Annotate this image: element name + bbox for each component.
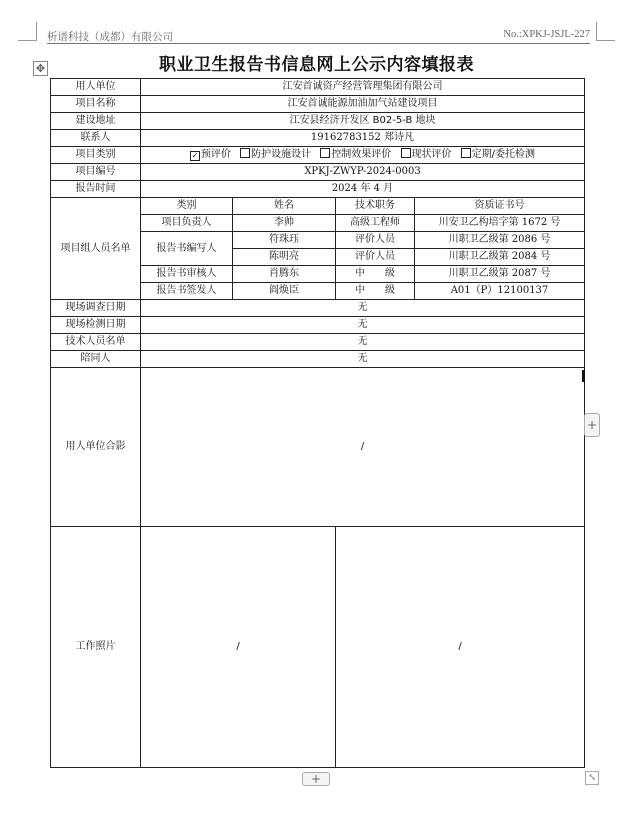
writer-cert[interactable]: 川职卫乙级第 2084 号 bbox=[415, 249, 585, 266]
header-company: 析谱科技（成都）有限公司 bbox=[47, 31, 173, 43]
site-label: 建设地址 bbox=[51, 113, 141, 130]
table-row bbox=[51, 317, 585, 334]
category-option-label: 定期/委托检测 bbox=[471, 149, 536, 160]
reviewer-cert[interactable]: 川职卫乙级第 2087 号 bbox=[415, 266, 585, 283]
report-time-label: 报告时间 bbox=[51, 181, 141, 198]
group-photo-label: 用人单位合影 bbox=[51, 368, 141, 527]
team-header-category: 类别 bbox=[141, 198, 233, 215]
table-resize-handle-icon[interactable]: ⤡ bbox=[585, 771, 599, 785]
table-row bbox=[51, 368, 585, 527]
team-header-cert: 资质证书号 bbox=[415, 198, 585, 215]
writer-title[interactable]: 评价人员 bbox=[336, 249, 415, 266]
table-row bbox=[51, 198, 585, 215]
table-row bbox=[51, 130, 585, 147]
text-cursor bbox=[582, 370, 585, 382]
category-label: 项目类别 bbox=[51, 147, 141, 164]
table-row bbox=[51, 96, 585, 113]
category-option-control-effect[interactable] bbox=[320, 149, 391, 160]
team-label: 项目组人员名单 bbox=[51, 198, 141, 300]
checkbox-icon[interactable] bbox=[240, 148, 250, 158]
technicians-value[interactable]: 无 bbox=[141, 334, 585, 351]
work-photo-left-cell[interactable]: / bbox=[141, 527, 336, 768]
detect-date-value[interactable]: 无 bbox=[141, 317, 585, 334]
report-time-value[interactable]: 2024 年 4 月 bbox=[141, 181, 585, 198]
category-option-label: 控制效果评价 bbox=[331, 149, 392, 160]
margin-corner-top-left bbox=[18, 22, 37, 41]
table-row bbox=[51, 147, 585, 164]
reviewer-name[interactable]: 肖腾东 bbox=[233, 266, 336, 283]
checkbox-icon[interactable] bbox=[320, 148, 330, 158]
leader-title[interactable]: 高级工程师 bbox=[336, 215, 415, 232]
writer-name[interactable]: 陈明亮 bbox=[233, 249, 336, 266]
project-name-value[interactable]: 江安首诚能源加油加气站建设项目 bbox=[141, 96, 585, 113]
table-row bbox=[51, 113, 585, 130]
table-row bbox=[51, 527, 585, 768]
escort-value[interactable]: 无 bbox=[141, 351, 585, 368]
issuer-role: 报告书签发人 bbox=[141, 283, 233, 300]
survey-date-value[interactable]: 无 bbox=[141, 300, 585, 317]
table-row bbox=[51, 300, 585, 317]
disclosure-form-table bbox=[50, 78, 585, 768]
category-options bbox=[141, 147, 585, 164]
category-option-pre-evaluation[interactable] bbox=[190, 149, 231, 160]
project-no-label: 项目编号 bbox=[51, 164, 141, 181]
add-row-plus-icon[interactable]: + bbox=[302, 772, 330, 786]
writer-cert[interactable]: 川职卫乙级第 2086 号 bbox=[415, 232, 585, 249]
issuer-name[interactable]: 阎焕臣 bbox=[233, 283, 336, 300]
detect-date-label: 现场检测日期 bbox=[51, 317, 141, 334]
category-option-status-evaluation[interactable] bbox=[401, 149, 452, 160]
issuer-title[interactable]: 中 级 bbox=[336, 283, 415, 300]
reviewer-role: 报告书审核人 bbox=[141, 266, 233, 283]
group-photo-cell[interactable]: / bbox=[141, 368, 585, 527]
writer-name[interactable]: 符珠珏 bbox=[233, 232, 336, 249]
contact-label: 联系人 bbox=[51, 130, 141, 147]
technicians-label: 技术人员名单 bbox=[51, 334, 141, 351]
category-option-label: 防护设施设计 bbox=[251, 149, 312, 160]
work-photo-label: 工作照片 bbox=[51, 527, 141, 768]
leader-role: 项目负责人 bbox=[141, 215, 233, 232]
checkbox-icon[interactable] bbox=[401, 148, 411, 158]
leader-cert[interactable]: 川安卫乙构培字第 1672 号 bbox=[415, 215, 585, 232]
add-column-plus-icon[interactable]: + bbox=[584, 413, 600, 437]
employer-label: 用人单位 bbox=[51, 79, 141, 96]
contact-value[interactable]: 19162783152 郑诗凡 bbox=[141, 130, 585, 147]
project-no-value[interactable]: XPKJ-ZWYP-2024-0003 bbox=[141, 164, 585, 181]
team-header-title: 技术职务 bbox=[336, 198, 415, 215]
header-rule bbox=[47, 43, 590, 44]
writer-title[interactable]: 评价人员 bbox=[336, 232, 415, 249]
category-option-protection-design[interactable] bbox=[240, 149, 311, 160]
writer-role: 报告书编写人 bbox=[141, 232, 233, 266]
table-move-handle-icon[interactable]: ✥ bbox=[33, 61, 48, 76]
table-row bbox=[51, 351, 585, 368]
table-row bbox=[51, 334, 585, 351]
escort-label: 陪同人 bbox=[51, 351, 141, 368]
document-title: 职业卫生报告书信息网上公示内容填报表 bbox=[159, 55, 474, 75]
employer-value[interactable]: 江安首诚资产经营管理集团有限公司 bbox=[141, 79, 585, 96]
team-header-name: 姓名 bbox=[233, 198, 336, 215]
margin-corner-top-right bbox=[596, 22, 615, 41]
leader-name[interactable]: 李帅 bbox=[233, 215, 336, 232]
work-photo-right-cell[interactable]: / bbox=[336, 527, 585, 768]
site-value[interactable]: 江安县经济开发区 B02-5-B 地块 bbox=[141, 113, 585, 130]
category-option-label: 预评价 bbox=[200, 149, 231, 160]
reviewer-title[interactable]: 中 级 bbox=[336, 266, 415, 283]
table-row bbox=[51, 164, 585, 181]
table-row bbox=[51, 79, 585, 96]
survey-date-label: 现场调查日期 bbox=[51, 300, 141, 317]
checkbox-icon[interactable] bbox=[461, 148, 471, 158]
table-row bbox=[51, 181, 585, 198]
checkbox-checked-icon[interactable]: ✓ bbox=[191, 151, 199, 160]
project-name-label: 项目名称 bbox=[51, 96, 141, 113]
category-option-label: 现状评价 bbox=[411, 149, 452, 160]
category-option-periodic-detection[interactable] bbox=[461, 149, 535, 160]
header-doc-number: No.:XPKJ-JSJL-227 bbox=[503, 29, 590, 40]
issuer-cert[interactable]: A01（P）12100137 bbox=[415, 283, 585, 300]
